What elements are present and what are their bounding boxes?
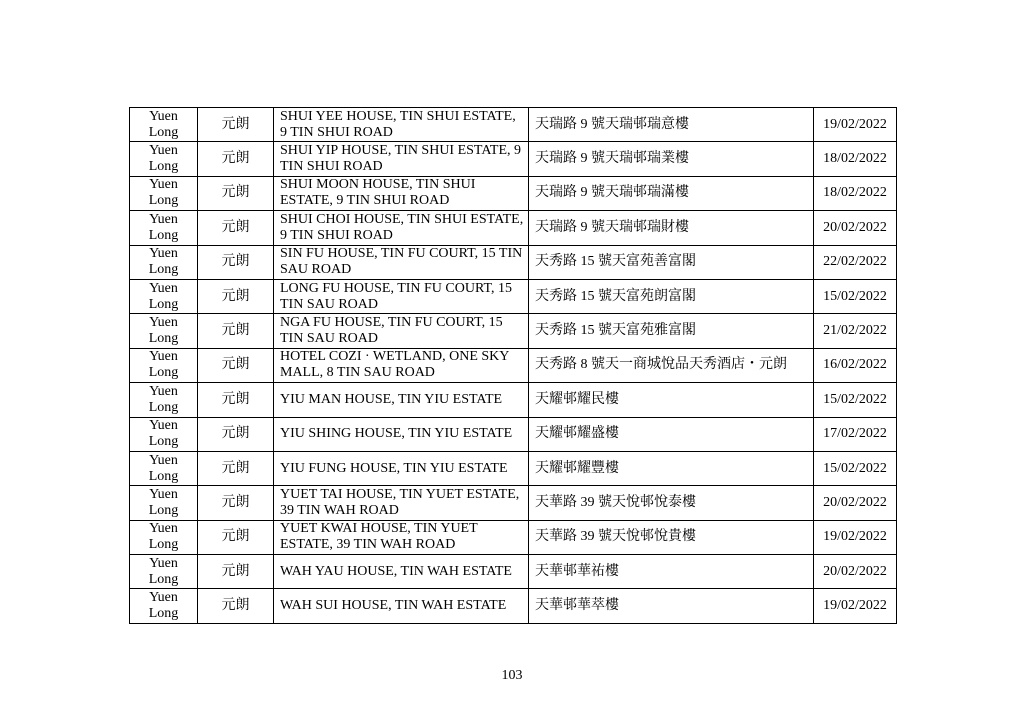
table-row bbox=[130, 451, 897, 485]
district-en-cell: Yuen Long bbox=[130, 245, 198, 279]
date-cell: 17/02/2022 bbox=[814, 417, 897, 451]
address-en-cell: SHUI CHOI HOUSE, TIN SHUI ESTATE, 9 TIN SHUI ROAD bbox=[274, 211, 529, 245]
table-row bbox=[130, 314, 897, 348]
address-en-cell: YUET KWAI HOUSE, TIN YUET ESTATE, 39 TIN WAH ROAD bbox=[274, 520, 529, 554]
district-en-cell: Yuen Long bbox=[130, 451, 198, 485]
district-zh-cell: 元朗 bbox=[198, 142, 274, 176]
date-cell: 15/02/2022 bbox=[814, 383, 897, 417]
date-cell: 19/02/2022 bbox=[814, 108, 897, 142]
date-cell: 21/02/2022 bbox=[814, 314, 897, 348]
address-zh-cell: 天秀路 8 號天一商城悅品天秀酒店・元朗 bbox=[529, 348, 814, 382]
address-zh-cell: 天耀邨耀盛樓 bbox=[529, 417, 814, 451]
district-zh-cell: 元朗 bbox=[198, 451, 274, 485]
table-row bbox=[130, 417, 897, 451]
address-table-body bbox=[130, 108, 897, 624]
district-en-cell: Yuen Long bbox=[130, 211, 198, 245]
address-zh-cell: 天瑞路 9 號天瑞邨瑞業樓 bbox=[529, 142, 814, 176]
district-en-cell: Yuen Long bbox=[130, 314, 198, 348]
district-en-cell: Yuen Long bbox=[130, 589, 198, 623]
address-en-cell: YIU SHING HOUSE, TIN YIU ESTATE bbox=[274, 417, 529, 451]
table-row bbox=[130, 279, 897, 313]
address-en-cell: NGA FU HOUSE, TIN FU COURT, 15 TIN SAU ROAD bbox=[274, 314, 529, 348]
address-en-cell: LONG FU HOUSE, TIN FU COURT, 15 TIN SAU ROAD bbox=[274, 279, 529, 313]
date-cell: 20/02/2022 bbox=[814, 555, 897, 589]
address-en-cell: SHUI MOON HOUSE, TIN SHUI ESTATE, 9 TIN SHUI ROAD bbox=[274, 176, 529, 210]
district-en-cell: Yuen Long bbox=[130, 348, 198, 382]
address-en-cell: SHUI YIP HOUSE, TIN SHUI ESTATE, 9 TIN SHUI ROAD bbox=[274, 142, 529, 176]
district-zh-cell: 元朗 bbox=[198, 211, 274, 245]
address-zh-cell: 天秀路 15 號天富苑朗富閣 bbox=[529, 279, 814, 313]
district-zh-cell: 元朗 bbox=[198, 589, 274, 623]
table-row bbox=[130, 348, 897, 382]
page-number: 103 bbox=[501, 668, 523, 683]
address-table bbox=[129, 107, 897, 624]
address-zh-cell: 天華路 39 號天悅邨悅泰樓 bbox=[529, 486, 814, 520]
district-zh-cell: 元朗 bbox=[198, 314, 274, 348]
district-en-cell: Yuen Long bbox=[130, 142, 198, 176]
address-zh-cell: 天耀邨耀豐樓 bbox=[529, 451, 814, 485]
address-en-cell: HOTEL COZI · WETLAND, ONE SKY MALL, 8 TIN SAU ROAD bbox=[274, 348, 529, 382]
district-zh-cell: 元朗 bbox=[198, 348, 274, 382]
address-zh-cell: 天秀路 15 號天富苑雅富閣 bbox=[529, 314, 814, 348]
address-en-cell: SIN FU HOUSE, TIN FU COURT, 15 TIN SAU ROAD bbox=[274, 245, 529, 279]
district-en-cell: Yuen Long bbox=[130, 279, 198, 313]
date-cell: 22/02/2022 bbox=[814, 245, 897, 279]
address-zh-cell: 天華邨華祐樓 bbox=[529, 555, 814, 589]
address-zh-cell: 天瑞路 9 號天瑞邨瑞財樓 bbox=[529, 211, 814, 245]
district-zh-cell: 元朗 bbox=[198, 417, 274, 451]
address-en-cell: WAH SUI HOUSE, TIN WAH ESTATE bbox=[274, 589, 529, 623]
address-zh-cell: 天耀邨耀民樓 bbox=[529, 383, 814, 417]
district-zh-cell: 元朗 bbox=[198, 176, 274, 210]
table-row bbox=[130, 520, 897, 554]
date-cell: 18/02/2022 bbox=[814, 142, 897, 176]
table-row bbox=[130, 486, 897, 520]
table-row bbox=[130, 108, 897, 142]
address-zh-cell: 天瑞路 9 號天瑞邨瑞滿樓 bbox=[529, 176, 814, 210]
date-cell: 19/02/2022 bbox=[814, 589, 897, 623]
date-cell: 16/02/2022 bbox=[814, 348, 897, 382]
table-row bbox=[130, 589, 897, 623]
address-zh-cell: 天瑞路 9 號天瑞邨瑞意樓 bbox=[529, 108, 814, 142]
district-zh-cell: 元朗 bbox=[198, 279, 274, 313]
district-en-cell: Yuen Long bbox=[130, 520, 198, 554]
address-zh-cell: 天華邨華萃樓 bbox=[529, 589, 814, 623]
district-en-cell: Yuen Long bbox=[130, 176, 198, 210]
district-en-cell: Yuen Long bbox=[130, 555, 198, 589]
address-en-cell: WAH YAU HOUSE, TIN WAH ESTATE bbox=[274, 555, 529, 589]
date-cell: 18/02/2022 bbox=[814, 176, 897, 210]
address-en-cell: YUET TAI HOUSE, TIN YUET ESTATE, 39 TIN WAH ROAD bbox=[274, 486, 529, 520]
date-cell: 15/02/2022 bbox=[814, 279, 897, 313]
table-row bbox=[130, 555, 897, 589]
table-row bbox=[130, 176, 897, 210]
district-zh-cell: 元朗 bbox=[198, 383, 274, 417]
date-cell: 20/02/2022 bbox=[814, 211, 897, 245]
table-row bbox=[130, 383, 897, 417]
address-en-cell: YIU MAN HOUSE, TIN YIU ESTATE bbox=[274, 383, 529, 417]
date-cell: 15/02/2022 bbox=[814, 451, 897, 485]
date-cell: 20/02/2022 bbox=[814, 486, 897, 520]
district-en-cell: Yuen Long bbox=[130, 417, 198, 451]
table-row bbox=[130, 245, 897, 279]
district-zh-cell: 元朗 bbox=[198, 555, 274, 589]
address-en-cell: YIU FUNG HOUSE, TIN YIU ESTATE bbox=[274, 451, 529, 485]
address-zh-cell: 天華路 39 號天悅邨悅貴樓 bbox=[529, 520, 814, 554]
district-zh-cell: 元朗 bbox=[198, 108, 274, 142]
date-cell: 19/02/2022 bbox=[814, 520, 897, 554]
district-en-cell: Yuen Long bbox=[130, 486, 198, 520]
district-zh-cell: 元朗 bbox=[198, 520, 274, 554]
district-zh-cell: 元朗 bbox=[198, 486, 274, 520]
district-zh-cell: 元朗 bbox=[198, 245, 274, 279]
address-en-cell: SHUI YEE HOUSE, TIN SHUI ESTATE, 9 TIN SHUI ROAD bbox=[274, 108, 529, 142]
district-en-cell: Yuen Long bbox=[130, 383, 198, 417]
district-en-cell: Yuen Long bbox=[130, 108, 198, 142]
address-zh-cell: 天秀路 15 號天富苑善富閣 bbox=[529, 245, 814, 279]
table-row bbox=[130, 142, 897, 176]
table-row bbox=[130, 211, 897, 245]
